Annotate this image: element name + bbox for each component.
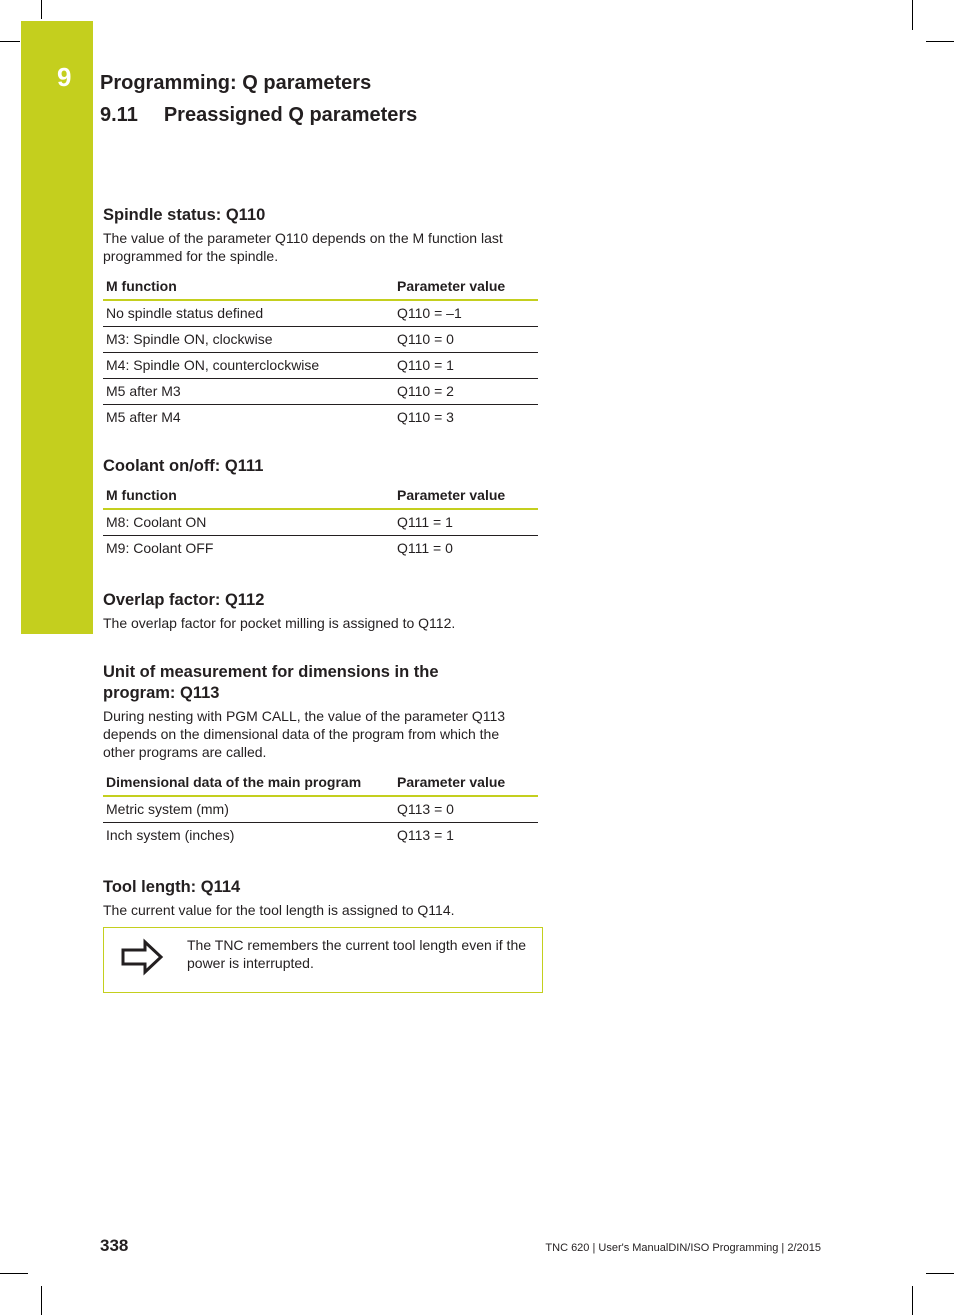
page-number: 338 <box>100 1236 129 1255</box>
arrow-right-icon <box>119 938 167 976</box>
column-header: Parameter value <box>397 770 538 796</box>
column-header: M function <box>103 483 397 509</box>
table-cell: Q110 = 0 <box>397 327 538 353</box>
table-row <box>103 536 538 562</box>
table-row <box>103 300 538 327</box>
unit-heading-line1: Unit of measurement for dimensions in the <box>103 663 439 681</box>
tool-heading: Tool length: Q114 <box>103 878 241 896</box>
table-cell: M9: Coolant OFF <box>106 540 214 556</box>
section-title-text: Preassigned Q parameters <box>163 104 418 126</box>
main-content <box>103 205 543 993</box>
unit-description: During nesting with PGM CALL, the value of the parameter Q113 depends on the dimensional data of the program from which the other programs are called. <box>103 708 506 760</box>
column-header: Parameter value <box>397 483 538 509</box>
crop-mark <box>912 0 913 30</box>
table-cell: Q110 = 1 <box>397 353 538 379</box>
unit-heading <box>103 662 543 704</box>
table-cell: M5 after M3 <box>103 379 397 405</box>
unit-table <box>103 770 538 848</box>
table-cell: M5 after M4 <box>106 409 181 425</box>
note-text: The TNC remembers the current tool length even if the power is interrupted. <box>187 937 527 971</box>
table-cell: Q110 = 2 <box>397 379 538 405</box>
spindle-heading: Spindle status: Q110 <box>103 206 266 224</box>
chapter-title: Programming: Q parameters <box>100 72 372 94</box>
coolant-heading: Coolant on/off: Q111 <box>103 457 264 475</box>
table-row <box>103 379 538 405</box>
section-title <box>100 104 417 127</box>
overlap-description: The overlap factor for pocket milling is assigned to Q112. <box>103 615 456 631</box>
chapter-number: 9 <box>57 62 72 92</box>
column-header: Dimensional data of the main program <box>103 770 397 796</box>
crop-mark <box>41 0 42 19</box>
table-row <box>103 509 538 536</box>
table-row <box>103 405 538 431</box>
table-cell: Metric system (mm) <box>103 796 397 823</box>
table-cell: Inch system (inches) <box>106 827 235 843</box>
table-header-row <box>103 770 538 796</box>
table-cell: Q110 = 3 <box>397 409 454 425</box>
table-cell: Q113 = 1 <box>397 827 454 843</box>
table-cell: No spindle status defined <box>103 300 397 327</box>
overlap-heading: Overlap factor: Q112 <box>103 591 265 609</box>
spindle-table <box>103 274 538 430</box>
crop-mark <box>0 41 20 42</box>
unit-heading-line2: program: Q113 <box>103 684 220 702</box>
coolant-table <box>103 483 538 561</box>
table-row <box>103 796 538 823</box>
table-row <box>103 327 538 353</box>
crop-mark <box>926 41 954 42</box>
note-box <box>103 927 543 993</box>
spindle-description: The value of the parameter Q110 depends on the M function last programmed for the spindle. <box>103 230 503 264</box>
column-header: Parameter value <box>397 274 538 300</box>
table-row <box>103 823 538 849</box>
crop-mark <box>0 1273 28 1274</box>
table-cell: M4: Spindle ON, counterclockwise <box>103 353 397 379</box>
note-divider <box>185 928 186 992</box>
crop-mark <box>926 1273 954 1274</box>
footer-text: TNC 620 | User's ManualDIN/ISO Programming | 2/2015 <box>545 1242 821 1254</box>
column-header: M function <box>103 274 397 300</box>
crop-mark <box>912 1286 913 1315</box>
chapter-bar <box>21 21 93 634</box>
table-cell: Q111 = 1 <box>397 509 538 536</box>
table-cell: Q111 = 0 <box>397 540 453 556</box>
section-number: 9.11 <box>100 104 138 126</box>
crop-mark <box>41 1286 42 1315</box>
table-header-row <box>103 483 538 509</box>
tool-description: The current value for the tool length is assigned to Q114. <box>103 902 455 918</box>
table-row <box>103 353 538 379</box>
table-cell: M8: Coolant ON <box>103 509 397 536</box>
table-header-row <box>103 274 538 300</box>
table-cell: M3: Spindle ON, clockwise <box>103 327 397 353</box>
table-cell: Q110 = –1 <box>397 300 538 327</box>
table-cell: Q113 = 0 <box>397 796 538 823</box>
